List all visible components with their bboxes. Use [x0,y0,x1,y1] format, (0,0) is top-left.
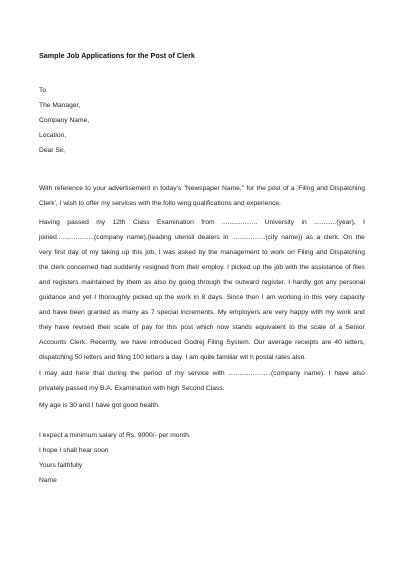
word: 8 [201,294,206,301]
word: also [153,279,167,286]
word: work [336,309,352,316]
word: System. [226,339,251,346]
word: service [187,370,209,377]
word: suddenly [113,264,141,271]
word: Filing [297,249,314,256]
word: with [310,309,323,316]
word: equivalent [255,324,286,331]
word: and [39,309,51,316]
word: revised [72,324,95,331]
word: I [261,294,264,301]
word: Dispatching [329,249,365,256]
word: taking [101,249,120,256]
word: outward [235,279,259,286]
word: working [278,294,302,301]
address-line: To [39,87,47,94]
word: special [157,309,178,316]
signature-name: Name [39,477,57,484]
word: and [353,309,365,316]
word: reference [54,185,83,192]
word: as [305,234,313,241]
word: this [166,324,178,331]
word: as [144,279,152,286]
word: personal [339,279,365,286]
salary-line: I expect a minimum salary of Rs. 9000/- per month. [39,432,191,439]
word: they [39,324,52,331]
word: got [313,279,324,286]
word: the [355,234,365,241]
word: first [54,249,66,256]
word: are [262,309,273,316]
paragraph-line [39,335,365,350]
word: letters, [344,339,365,346]
word: my [175,370,184,377]
word: advertisement [108,185,151,192]
word: for [155,324,164,331]
word: name),(leading [126,234,172,241]
word: of [81,249,87,256]
word: that [93,370,105,377]
word: scale [113,324,130,331]
word: and [39,279,51,286]
address-block [39,83,365,158]
word: My [217,309,227,316]
address-line: Location, [39,132,67,139]
paragraph-line: dispatching 50 letters and filing 100 letters a day. I am quite familiar wit h postal rates also. [39,354,307,361]
word: very [274,309,288,316]
word: which [196,324,214,331]
age-line: My age is 30 and I have got good health. [39,402,160,409]
word: to [85,185,91,192]
paragraph-3 [39,366,365,396]
word: in [193,294,199,301]
word: stands [232,324,253,331]
word: Filing [207,339,224,346]
word: I [94,294,97,301]
word: Our [253,339,265,346]
word: the [39,264,49,271]
word: dealers [197,234,220,241]
word: my [89,249,99,256]
word: by [116,279,124,286]
word: and [316,249,328,256]
word: granted [87,309,110,316]
word: the [130,370,140,377]
word: Accounts [39,339,67,346]
word: With [39,185,53,192]
word: picked [231,264,251,271]
word: to [289,324,295,331]
word: University [264,219,295,226]
word: concerned [66,264,99,271]
word: this [311,294,323,301]
paragraph-1 [39,181,365,211]
word: days. [207,294,224,301]
word: average [267,339,293,346]
word: Recently, [90,339,118,346]
word: day [67,249,79,256]
paragraph-line [39,181,365,196]
word: Dispatching [329,185,365,192]
word: and [68,294,80,301]
word: post [180,324,194,331]
word: name). [304,370,325,377]
word: post [268,185,281,192]
word: Since [226,294,244,301]
word: capacity [340,294,365,301]
word: was [163,249,176,256]
word: my [96,219,106,226]
word: have [54,324,70,331]
paragraph-line: privately passed my B.A. Examination with high Second Class. [39,385,225,392]
word: Having [39,219,60,226]
word: also [352,370,365,377]
word: I [39,370,41,377]
word: Examination [157,219,194,226]
word: from [170,264,185,271]
word: a [316,234,321,241]
word: as [112,309,120,316]
word: have [132,339,147,346]
word: of [132,324,139,331]
word: a [290,185,295,192]
word: in [152,185,158,192]
word: may [44,370,58,377]
age-block [39,398,365,413]
word: very [39,249,52,256]
word: hardly [292,279,312,286]
word: registers [52,279,79,286]
word: this [132,249,143,256]
word: Senior [345,324,365,331]
word: pay [141,324,153,331]
word: the [164,294,175,301]
word: in [223,234,229,241]
word: employ. [201,264,225,271]
word: from [201,219,215,226]
word: any [325,279,337,286]
word: add [61,370,73,377]
word: have [334,370,349,377]
word: with [212,370,225,377]
word: of [283,185,289,192]
word: 40 [334,339,342,346]
word: clerk [50,264,65,271]
paragraph-line [39,320,365,335]
word: 7 [150,309,155,316]
word: clerk. [323,234,340,241]
paragraph-line [39,260,365,275]
word: ................... [222,219,258,226]
word: thoroughly [98,294,131,301]
word: their [186,264,200,271]
paragraph-line [39,275,365,290]
word: increments. [180,309,216,316]
paragraph-line: Clerk', I wish to offer my services with the follo wing qualifications and experience. [39,200,282,207]
word: now [216,324,230,331]
paragraph-line [39,305,365,320]
word: for [246,185,255,192]
word: employers [229,309,261,316]
word: the [298,324,308,331]
word: by [198,249,206,256]
word: the [299,264,309,271]
address-line: Company Name, [39,117,90,124]
word: then [245,294,259,301]
word: work [270,249,285,256]
word: them [126,279,142,286]
word: the [256,185,266,192]
word: resigned [143,264,169,271]
word: your [93,185,107,192]
word: I [227,264,229,271]
word: very [324,294,338,301]
word: job, [145,249,156,256]
word: during [107,370,127,377]
word: their [97,324,111,331]
word: the [262,264,272,271]
sign-off: Yours faithfully [39,462,83,469]
word: scale [310,324,327,331]
word: Godrej [184,339,205,346]
word: work [176,294,191,301]
word: up [154,294,163,301]
word: .......................(company [228,370,301,377]
word: the [208,249,218,256]
word: asked [177,249,196,256]
word: guidance [39,294,67,301]
paragraph-line [39,290,365,305]
word: with [285,264,298,271]
word: 'Filing [296,185,315,192]
word: a [338,324,343,331]
paragraph-line [39,366,365,381]
word: name)) [281,234,303,241]
word: I [363,219,365,226]
word: management [220,249,260,256]
word: utensil [174,234,195,241]
word: been [69,309,85,316]
word: passed [67,219,89,226]
word: yet [82,294,92,301]
word: by [168,279,176,286]
word: introduced [149,339,182,346]
hope-line: I hope I shall hear soon [39,447,109,454]
paragraph-line [39,245,365,260]
word: many [122,309,139,316]
word: in [303,294,310,301]
word: through [197,279,221,286]
paragraph-line [39,215,365,230]
word: happy [290,309,309,316]
word: On [343,234,353,241]
paragraph-2 [39,215,365,365]
word: ..................(city [231,234,278,241]
word: have [52,309,68,316]
word: "Newspaper [183,185,220,192]
word: 12th [112,219,126,226]
word: going [178,279,196,286]
word: had [100,264,112,271]
word: I [288,279,291,286]
word: I [328,370,331,377]
salutation: Dear Sir, [39,147,66,154]
word: Name," [222,185,245,192]
word: the [223,279,233,286]
word: here [75,370,90,377]
word: job [274,264,284,271]
word: we [120,339,130,346]
word: on [287,249,295,256]
word: today's [160,185,182,192]
word: of [329,324,336,331]
word: and [316,185,328,192]
word: in [301,219,307,226]
word: are [321,339,332,346]
word: files [352,264,365,271]
word: of [345,264,351,271]
word: receipts [295,339,319,346]
word: up [252,264,261,271]
word: Clerk. [69,339,88,346]
word: picked [132,294,153,301]
address-line: The Manager, [39,102,81,109]
word: register. [261,279,286,286]
word: period [143,370,162,377]
word: I [158,249,161,256]
word: assistance [311,264,343,271]
word: maintained [81,279,114,286]
word: joined....................(company [39,234,124,241]
word: my [325,309,335,316]
word: to [262,249,268,256]
word: ............(year), [314,219,356,226]
word: Class [132,219,150,226]
word: of [165,370,172,377]
word: am [266,294,276,301]
page-title: Sample Job Applications for the Post of Clerk [39,51,195,60]
paragraph-line [39,230,365,245]
word: up [121,249,130,256]
closing-block [39,428,365,488]
word: as [141,309,149,316]
